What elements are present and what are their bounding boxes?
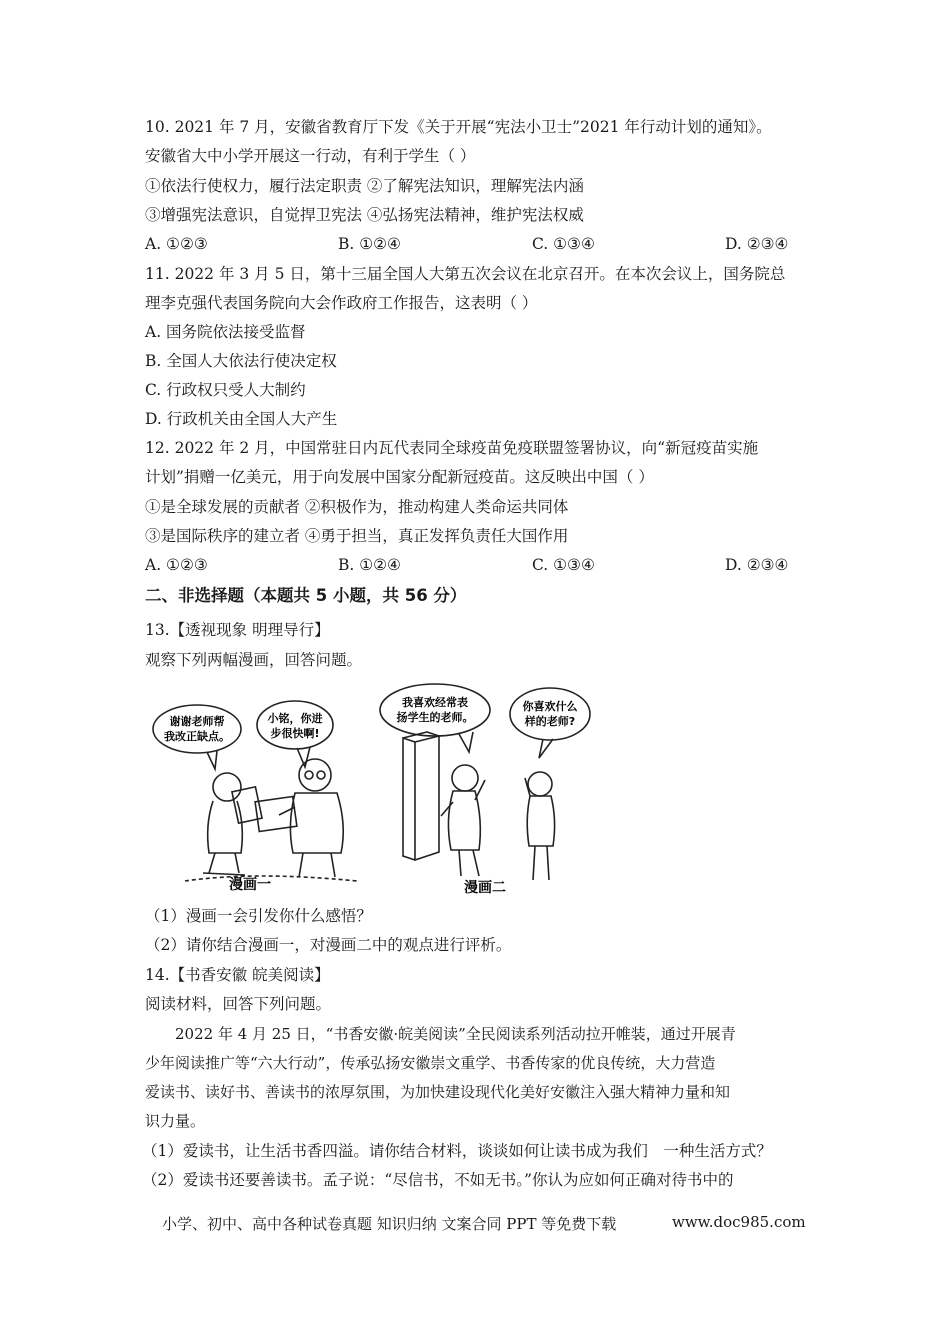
q12-option-d: D. ②③④ — [725, 556, 789, 574]
q14-title: 14.【书香安徽 皖美阅读】 — [145, 966, 330, 984]
q10-stem-line2: 安徽省大中小学开展这一行动，有利于学生（ ） — [145, 147, 476, 165]
q13-sub2: （2）请你结合漫画一，对漫画二中的观点进行评析。 — [145, 936, 512, 954]
cartoon-two-right-bubble-text1: 你喜欢什么 — [522, 700, 578, 713]
q14-sub2: （2）爱读书还要善读书。孟子说：“尽信书，不如无书。”你认为应如何正确对待书中的 — [142, 1171, 734, 1189]
q12-option-a: A. ①②③ — [145, 556, 208, 574]
cartoon-one-right-bubble-text2: 步很快啊! — [270, 727, 320, 740]
footer-url[interactable]: www.doc985.com — [672, 1213, 806, 1231]
q11-stem-line1: 11. 2022 年 3 月 5 日，第十三届全国人大第五次会议在北京召开。在本次会议上，国务院总 — [145, 265, 786, 283]
q14-sub1: （1）爱读书，让生活书香四溢。请你结合材料，谈谈如何让读书成为我们 一种生活方式？ — [142, 1142, 772, 1160]
cartoon-two-caption: 漫画二 — [464, 880, 506, 896]
q10-option-c: C. ①③④ — [532, 235, 595, 253]
cartoon-one — [145, 695, 365, 895]
q11-option-d: D. 行政机关由全国人大产生 — [145, 410, 338, 428]
cartoon-one-left-bubble-text1: 谢谢老师帮 — [169, 715, 225, 728]
cartoon-two-left-bubble-text2: 扬学生的老师。 — [396, 711, 474, 724]
q10-option-a: A. ①②③ — [145, 235, 208, 253]
cartoon-one-left-bubble — [153, 705, 241, 753]
q12-option-b: B. ①②④ — [338, 556, 401, 574]
cartoon-two — [375, 680, 595, 900]
q10-stem-line1: 10. 2021 年 7 月，安徽省教育厅下发《关于开展“宪法小卫士”2021 年行动计划的通知》。 — [145, 118, 772, 136]
cartoon-two-right-bubble — [510, 688, 590, 740]
q12-stem-line1: 12. 2022 年 2 月，中国常驻日内瓦代表同全球疫苗免疫联盟签署协议，向“新冠疫苗实施 — [145, 439, 759, 457]
cartoon-two-left-bubble-text1: 我喜欢经常表 — [402, 696, 468, 709]
q12-stem-line2: 计划”捐赠一亿美元，用于向发展中国家分配新冠疫苗。这反映出中国（ ） — [145, 468, 654, 486]
q13-title: 13.【透视现象 明理导行】 — [145, 621, 330, 639]
q12-item-line2: ③是国际秩序的建立者 ④勇于担当，真正发挥负责任大国作用 — [145, 527, 569, 545]
q13-intro: 观察下列两幅漫画，回答问题。 — [145, 651, 363, 669]
q11-option-b: B. 全国人大依法行使决定权 — [145, 352, 337, 370]
section-heading: 二、非选择题（本题共 5 小题，共 56 分） — [145, 586, 467, 605]
cartoon-one-right-bubble — [257, 701, 333, 749]
q12-option-c: C. ①③④ — [532, 556, 595, 574]
cartoon-one-caption: 漫画一 — [229, 877, 271, 893]
q10-item-line1: ①依法行使权力，履行法定职责 ②了解宪法知识，理解宪法内涵 — [145, 177, 584, 195]
q14-material-line1: 2022 年 4 月 25 日，“书香安徽·皖美阅读”全民阅读系列活动拉开帷装，通过开展青 — [175, 1025, 736, 1043]
q13-sub1: （1）漫画一会引发你什么感悟？ — [145, 907, 372, 925]
cartoon-one-left-bubble-text2: 我改正缺点。 — [164, 730, 230, 743]
q11-option-c: C. 行政权只受人大制约 — [145, 381, 306, 399]
q12-item-line1: ①是全球发展的贡献者 ②积极作为，推动构建人类命运共同体 — [145, 498, 569, 516]
q14-material-line3: 爱读书、读好书、善读书的浓厚氛围，为加快建设现代化美好安徽注入强大精神力量和知 — [145, 1083, 731, 1101]
cartoon-one-right-bubble-text1: 小铭，你进 — [267, 712, 323, 725]
q14-material-line2: 少年阅读推广等“六大行动”，传承弘扬安徽崇文重学、书香传家的优良传统，大力营造 — [145, 1054, 716, 1072]
cartoon-two-left-bubble — [380, 684, 490, 736]
cartoon-two-right-bubble-text2: 样的老师? — [524, 715, 576, 728]
q14-intro: 阅读材料，回答下列问题。 — [145, 995, 332, 1013]
q10-option-d: D. ②③④ — [725, 235, 789, 253]
q11-stem-line2: 理李克强代表国务院向大会作政府工作报告，这表明（ ） — [145, 294, 538, 312]
q10-item-line2: ③增强宪法意识，自觉捍卫宪法 ④弘扬宪法精神，维护宪法权威 — [145, 206, 584, 224]
q14-material-line4: 识力量。 — [145, 1112, 206, 1130]
q11-option-a: A. 国务院依法接受监督 — [145, 323, 306, 341]
footer-text: 小学、初中、高中各种试卷真题 知识归纳 文案合同 PPT 等免费下载 — [162, 1215, 617, 1233]
q10-option-b: B. ①②④ — [338, 235, 401, 253]
